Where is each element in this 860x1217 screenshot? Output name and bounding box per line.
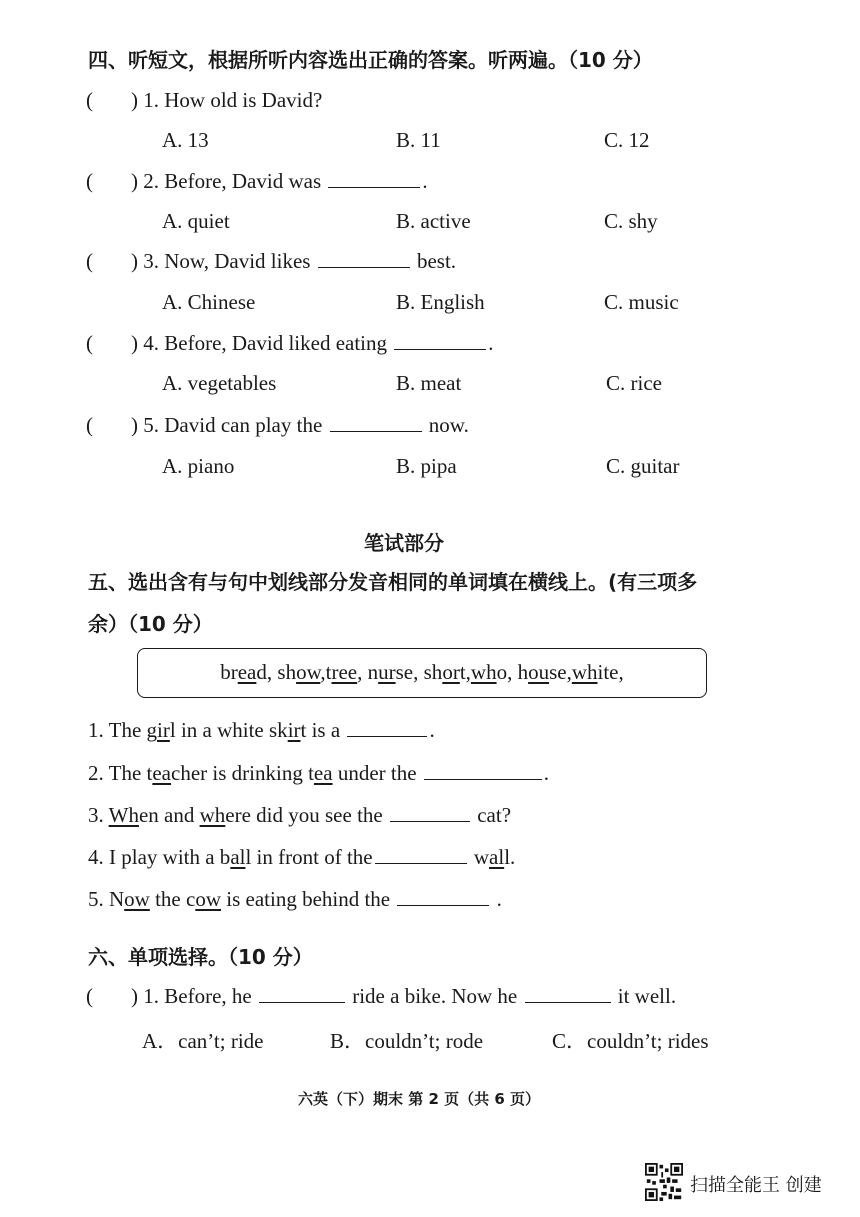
question-text: 5. David can play the xyxy=(143,413,323,437)
option-c[interactable]: C．couldn’t; rides xyxy=(552,1029,709,1053)
fill-blank[interactable] xyxy=(424,779,542,780)
option-b[interactable]: B. meat xyxy=(396,371,462,395)
answer-paren: ( xyxy=(86,249,93,273)
section5-heading-line2: 余）（10 分） xyxy=(88,612,213,636)
word-house: house, xyxy=(517,660,572,684)
option-a[interactable]: A. Chinese xyxy=(162,290,256,314)
fill-blank[interactable] xyxy=(347,736,427,737)
phonics-item-1: 1. The girl in a white skirt is a . xyxy=(88,718,435,742)
question-2: ( ) 2. Before, David was . xyxy=(86,169,428,193)
fill-blank[interactable] xyxy=(330,431,422,432)
question-text: 3. Now, David likes xyxy=(143,249,311,273)
option-c[interactable]: C. 12 xyxy=(604,128,650,152)
fill-blank[interactable] xyxy=(328,187,420,188)
option-c[interactable]: C. music xyxy=(604,290,679,314)
word-bread: bread, xyxy=(220,660,278,684)
section5-heading-line1: 五、选出含有与句中划线部分发音相同的单词填在横线上。(有三项多 xyxy=(88,570,698,594)
question-3: ( ) 3. Now, David likes best. xyxy=(86,249,457,273)
option-a[interactable]: A. vegetables xyxy=(162,371,277,395)
option-b[interactable]: B. pipa xyxy=(396,454,457,478)
option-b[interactable]: B. English xyxy=(396,290,485,314)
fill-blank[interactable] xyxy=(394,349,486,350)
option-b[interactable]: B．couldn’t; rode xyxy=(330,1029,484,1053)
word-tree: tree, xyxy=(325,660,368,684)
option-c[interactable]: C. shy xyxy=(604,209,658,233)
scanner-brand: 扫描全能王 创建 xyxy=(690,1175,822,1196)
answer-paren: ( xyxy=(86,984,93,1008)
phonics-item-2: 2. The teacher is drinking tea under the . xyxy=(88,761,550,785)
option-a[interactable]: A. 13 xyxy=(162,128,209,152)
answer-paren: ( xyxy=(86,413,93,437)
question-text: 4. Before, David liked eating xyxy=(143,331,388,355)
word-list xyxy=(138,660,706,685)
word-who: who, xyxy=(470,660,518,684)
word-white: white, xyxy=(571,660,624,684)
option-a[interactable]: A. quiet xyxy=(162,209,230,233)
answer-paren: ( xyxy=(86,169,93,193)
word-short: short, xyxy=(423,660,471,684)
fill-blank[interactable] xyxy=(525,1002,611,1003)
question-1: ( ) 1. How old is David? xyxy=(86,88,323,112)
page-footer: 六英（下）期末 第 2 页（共 6 页） xyxy=(298,1090,540,1108)
fill-blank[interactable] xyxy=(390,821,470,822)
written-part-title: 笔试部分 xyxy=(364,531,444,555)
answer-paren: ( xyxy=(86,331,93,355)
option-b[interactable]: B. active xyxy=(396,209,471,233)
answer-paren: ( xyxy=(86,88,93,112)
fill-blank[interactable] xyxy=(318,267,410,268)
option-a[interactable]: A．can’t; ride xyxy=(142,1029,264,1053)
option-c[interactable]: C. rice xyxy=(606,371,662,395)
fill-blank[interactable] xyxy=(259,1002,345,1003)
section4-heading: 四、听短文，根据所听内容选出正确的答案。听两遍。（10 分） xyxy=(88,48,653,72)
option-b[interactable]: B. 11 xyxy=(396,128,441,152)
word-box xyxy=(137,648,707,698)
qr-code-icon xyxy=(645,1163,683,1201)
option-c[interactable]: C. guitar xyxy=(606,454,680,478)
section6-heading: 六、单项选择。（10 分） xyxy=(88,945,313,969)
word-show: show, xyxy=(277,660,326,684)
choice-question-1: ( ) 1. Before, he ride a bike. Now he it well. xyxy=(86,984,677,1008)
question-text: 2. Before, David was xyxy=(143,169,322,193)
fill-blank[interactable] xyxy=(375,863,467,864)
word-nurse: nurse, xyxy=(367,660,424,684)
fill-blank[interactable] xyxy=(397,905,489,906)
phonics-item-4: 4. I play with a ball in front of the wall. xyxy=(88,845,516,869)
question-text: 1. How old is David? xyxy=(143,88,323,112)
phonics-item-3: 3. When and where did you see the cat? xyxy=(88,803,512,827)
phonics-item-5: 5. Now the cow is eating behind the . xyxy=(88,887,502,911)
question-5: ( ) 5. David can play the now. xyxy=(86,413,469,437)
question-4: ( ) 4. Before, David liked eating . xyxy=(86,331,494,355)
option-a[interactable]: A. piano xyxy=(162,454,235,478)
